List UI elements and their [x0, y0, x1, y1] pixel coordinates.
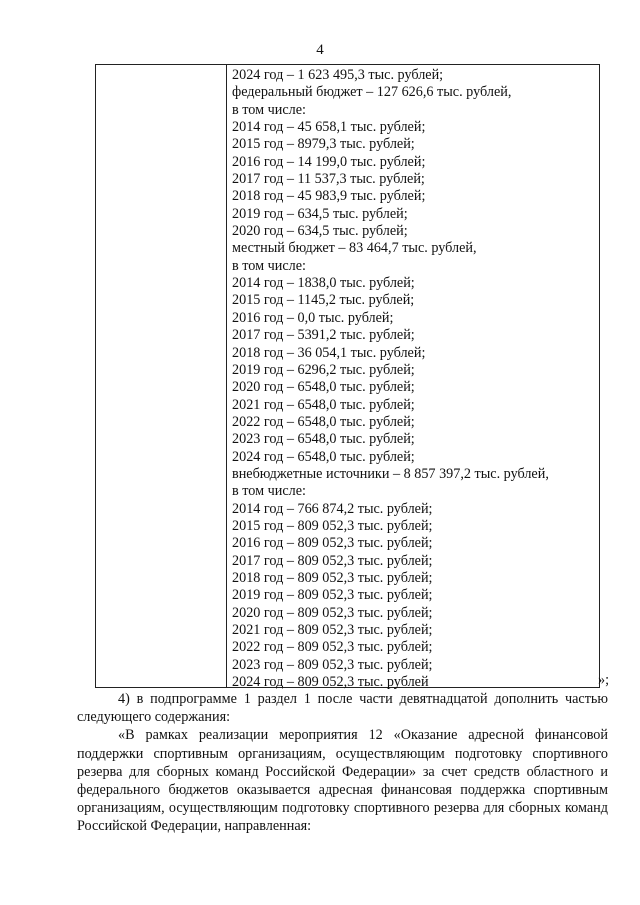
- funding-line: в том числе:: [232, 101, 306, 118]
- funding-line: в том числе:: [232, 483, 306, 500]
- funding-line: 2023 год – 6548,0 тыс. рублей;: [232, 431, 415, 448]
- funding-line: 2019 год – 634,5 тыс. рублей;: [232, 205, 408, 222]
- funding-line: внебюджетные источники – 8 857 397,2 тыс. рублей,: [232, 465, 549, 482]
- funding-line: 2023 год – 809 052,3 тыс. рублей;: [232, 656, 433, 673]
- funding-line: 2020 год – 634,5 тыс. рублей;: [232, 223, 408, 240]
- funding-line: 2014 год – 45 658,1 тыс. рублей;: [232, 119, 426, 136]
- funding-line: 2024 год – 809 052,3 тыс. рублей: [232, 674, 429, 691]
- paragraph-amendment: 4) в подпрограмме 1 раздел 1 после части девятнадцатой дополнить частью следующего содержания:: [77, 691, 608, 726]
- funding-line: 2018 год – 45 983,9 тыс. рублей;: [232, 188, 426, 205]
- funding-line: федеральный бюджет – 127 626,6 тыс. рублей,: [232, 84, 512, 101]
- funding-line: 2020 год – 809 052,3 тыс. рублей;: [232, 604, 433, 621]
- funding-line: 2021 год – 6548,0 тыс. рублей;: [232, 396, 415, 413]
- funding-line: 2016 год – 809 052,3 тыс. рублей;: [232, 535, 433, 552]
- funding-lines: [232, 67, 595, 691]
- funding-line: 2014 год – 1838,0 тыс. рублей;: [232, 275, 415, 292]
- funding-line: 2020 год – 6548,0 тыс. рублей;: [232, 379, 415, 396]
- funding-line: 2021 год – 809 052,3 тыс. рублей;: [232, 622, 433, 638]
- funding-table: [95, 64, 600, 691]
- funding-line: 2022 год – 809 052,3 тыс. рублей;: [232, 639, 433, 656]
- funding-line: местный бюджет – 83 464,7 тыс. рублей,: [232, 240, 477, 257]
- funding-line: 2024 год – 6548,0 тыс. рублей;: [232, 448, 415, 465]
- page-number: 4: [316, 42, 324, 58]
- funding-line: 2017 год – 5391,2 тыс. рублей;: [232, 327, 415, 344]
- funding-line: 2015 год – 8979,3 тыс. рублей;: [232, 136, 415, 153]
- funding-line: 2016 год – 14 199,0 тыс. рублей;: [232, 153, 426, 170]
- funding-line: 2014 год – 766 874,2 тыс. рублей;: [232, 500, 433, 517]
- funding-line: 2019 год – 809 052,3 тыс. рублей;: [232, 587, 433, 604]
- funding-line: 2019 год – 6296,2 тыс. рублей;: [232, 361, 415, 378]
- paragraph-measure-12: «В рамках реализации мероприятия 12 «Оказание адресной финансовой поддержки спортивным организациям, осуществляющим подготовку спортивного резерва для сборных команд Российской Федерации» за счет средств областного и федерального бюджетов оказывается адресная финансовая поддержка спортивным организациям, осуществляющим подготовку спортивного резерва для сборных команд Российской Федерации, направленная:: [77, 727, 608, 835]
- body-text: [77, 690, 608, 836]
- funding-line: 2015 год – 1145,2 тыс. рублей;: [232, 292, 415, 309]
- funding-line: 2018 год – 36 054,1 тыс. рублей;: [232, 344, 426, 361]
- funding-line: 2018 год – 809 052,3 тыс. рублей;: [232, 569, 433, 586]
- funding-line: 2022 год – 6548,0 тыс. рублей;: [232, 413, 415, 430]
- funding-line: 2016 год – 0,0 тыс. рублей;: [232, 309, 394, 326]
- funding-line: 2024 год – 1 623 495,3 тыс. рублей;: [232, 67, 444, 83]
- table-left-cell: [96, 65, 227, 687]
- funding-line: 2017 год – 11 537,3 тыс. рублей;: [232, 171, 425, 188]
- funding-line: в том числе:: [232, 257, 306, 274]
- funding-line: 2015 год – 809 052,3 тыс. рублей;: [232, 517, 433, 534]
- closing-mark: »;: [598, 672, 610, 688]
- funding-line: 2017 год – 809 052,3 тыс. рублей;: [232, 552, 433, 569]
